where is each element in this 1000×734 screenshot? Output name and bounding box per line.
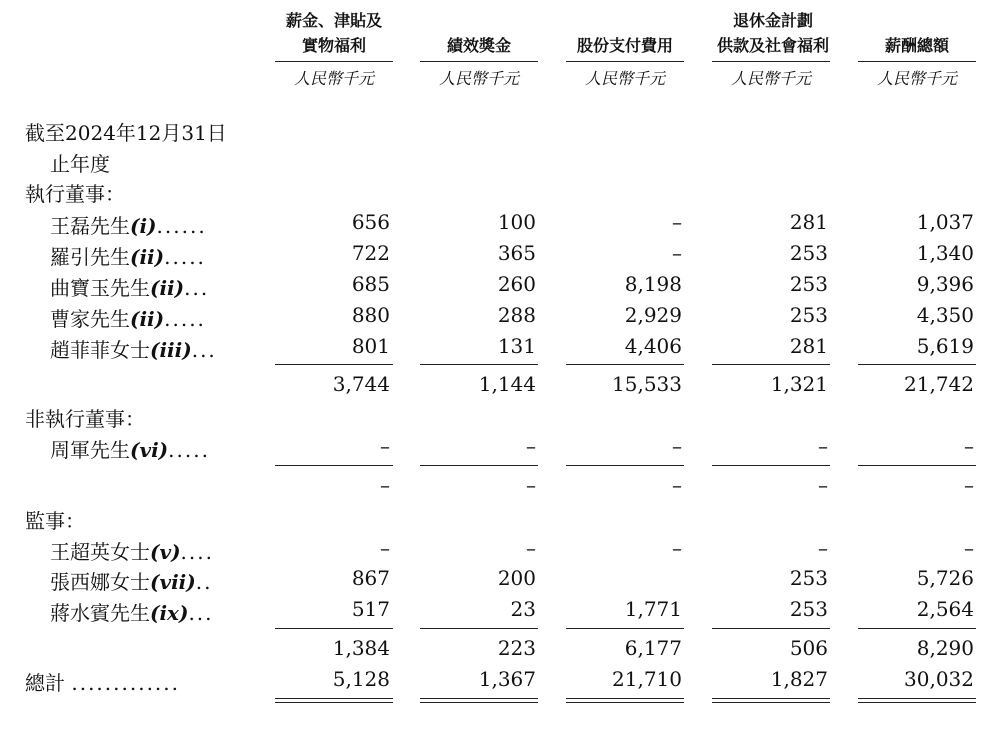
value-total: 1,340 xyxy=(916,241,974,265)
supervisor-name-cell xyxy=(50,566,212,595)
subtotal-rule xyxy=(858,364,976,365)
value-share: – xyxy=(672,241,682,265)
supervisor-name: 張西娜女士 xyxy=(50,570,150,594)
value-salary: 867 xyxy=(351,566,390,590)
leader-dots: ..... xyxy=(168,438,210,462)
grand-total-row xyxy=(0,667,1000,697)
col-header-share xyxy=(566,33,684,58)
value-salary: 685 xyxy=(351,272,390,296)
value-salary: 722 xyxy=(351,241,390,265)
header-rule xyxy=(858,61,976,62)
value-bonus: 288 xyxy=(497,303,536,327)
grand-total-double-rule xyxy=(858,698,976,703)
subtotal-rule xyxy=(712,628,830,629)
value-pension: – xyxy=(818,536,828,560)
grand-total-double-rule xyxy=(275,698,393,703)
grand-total-share: 21,710 xyxy=(612,667,682,691)
supervisor-name: 蔣水賓先生 xyxy=(50,601,150,625)
col-header-bonus xyxy=(420,33,538,58)
leader-dots: ...... xyxy=(156,214,207,238)
note-ref: (ii) xyxy=(150,276,185,300)
value-total: 2,564 xyxy=(916,597,974,621)
note-ref: (ii) xyxy=(130,245,165,269)
director-name-cell xyxy=(50,210,207,239)
value-bonus: – xyxy=(526,536,536,560)
header-rule xyxy=(420,61,538,62)
table-row xyxy=(0,566,1000,596)
col-header-salary xyxy=(275,8,393,58)
header-rule xyxy=(275,61,393,62)
subtotal-rule xyxy=(858,465,976,466)
subtotal-share: 15,533 xyxy=(612,372,682,396)
col-header-salary-line1: 薪金、津貼及 xyxy=(285,11,382,30)
unit-label: 人民幣千元 xyxy=(730,69,811,88)
subtotal-rule xyxy=(712,364,830,365)
value-pension: 253 xyxy=(789,272,828,296)
col-header-total-line1: 薪酬總額 xyxy=(884,36,949,55)
director-name-cell xyxy=(50,303,206,332)
value-total: – xyxy=(964,434,974,458)
subtotal-row xyxy=(0,636,1000,666)
leader-dots: ..... xyxy=(164,245,206,269)
grand-total-pension: 1,827 xyxy=(770,667,828,691)
leader-dots: .... xyxy=(180,540,214,564)
table-row xyxy=(0,434,1000,464)
value-total: 9,396 xyxy=(916,272,974,296)
subtotal-rule xyxy=(858,628,976,629)
value-bonus: – xyxy=(526,434,536,458)
value-share: – xyxy=(672,434,682,458)
director-name-cell xyxy=(50,434,210,463)
subtotal-rule xyxy=(566,465,684,466)
table-row xyxy=(0,272,1000,302)
subtotal-salary: 1,384 xyxy=(332,636,390,660)
header-rule xyxy=(566,61,684,62)
value-total: 4,350 xyxy=(916,303,974,327)
leader-dots: ............. xyxy=(71,671,181,695)
subtotal-pension: 1,321 xyxy=(770,372,828,396)
note-ref: (v) xyxy=(150,540,181,564)
subtotal-rule xyxy=(275,364,393,365)
value-share: 4,406 xyxy=(624,334,682,358)
note-ref: (ii) xyxy=(130,307,165,331)
note-ref: (iii) xyxy=(150,338,192,362)
leader-dots: .. xyxy=(195,570,213,594)
value-share: – xyxy=(672,210,682,234)
subtotal-row xyxy=(0,473,1000,503)
leader-dots: ... xyxy=(184,276,210,300)
value-salary: – xyxy=(380,536,390,560)
table-row xyxy=(0,303,1000,333)
subtotal-rule xyxy=(420,364,538,365)
table-row xyxy=(0,241,1000,271)
value-salary: – xyxy=(380,434,390,458)
col-header-total xyxy=(858,33,976,58)
supervisor-name: 王超英女士 xyxy=(50,540,150,564)
section-title-non-executive: 非執行董事： xyxy=(25,407,145,431)
value-share: – xyxy=(672,536,682,560)
value-bonus: 131 xyxy=(497,334,536,358)
director-name: 羅引先生 xyxy=(50,245,130,269)
value-share: 2,929 xyxy=(624,303,682,327)
value-salary: 517 xyxy=(351,597,390,621)
section-title-supervisors: 監事： xyxy=(25,509,85,533)
subtotal-salary: 3,744 xyxy=(332,372,390,396)
value-total: – xyxy=(964,536,974,560)
value-salary: 880 xyxy=(351,303,390,327)
value-pension: 253 xyxy=(789,566,828,590)
value-total: 5,726 xyxy=(916,566,974,590)
grand-total-total: 30,032 xyxy=(904,667,974,691)
value-pension: 253 xyxy=(789,303,828,327)
subtotal-bonus: 1,144 xyxy=(478,372,536,396)
note-ref: (vii) xyxy=(150,570,196,594)
section-title-executive: 執行董事： xyxy=(25,182,125,206)
grand-total-double-rule xyxy=(420,698,538,703)
value-share: 8,198 xyxy=(624,272,682,296)
leader-dots: ..... xyxy=(164,307,206,331)
director-name: 周軍先生 xyxy=(50,438,130,462)
value-bonus: 260 xyxy=(497,272,536,296)
table-row xyxy=(0,597,1000,627)
subtotal-rule xyxy=(275,465,393,466)
director-name: 趙菲菲女士 xyxy=(50,338,150,362)
note-ref: (i) xyxy=(130,214,157,238)
subtotal-rule xyxy=(566,364,684,365)
subtotal-salary: – xyxy=(380,473,390,497)
subtotal-total: 21,742 xyxy=(904,372,974,396)
unit-label: 人民幣千元 xyxy=(876,69,957,88)
subtotal-share: 6,177 xyxy=(624,636,682,660)
table-row xyxy=(0,334,1000,364)
subtotal-rule xyxy=(712,465,830,466)
value-total: 5,619 xyxy=(916,334,974,358)
value-pension: 281 xyxy=(789,334,828,358)
grand-total-label: 總計 xyxy=(25,671,65,695)
subtotal-bonus: 223 xyxy=(497,636,536,660)
director-name-cell xyxy=(50,272,209,301)
director-name-cell xyxy=(50,334,217,363)
grand-total-double-rule xyxy=(712,698,830,703)
director-name: 曹家先生 xyxy=(50,307,130,331)
table-row xyxy=(0,210,1000,240)
subtotal-row xyxy=(0,372,1000,402)
subtotal-rule xyxy=(275,628,393,629)
col-header-bonus-line1: 績效獎金 xyxy=(446,36,511,55)
director-name: 王磊先生 xyxy=(50,214,130,238)
subtotal-rule xyxy=(566,628,684,629)
grand-total-label-cell xyxy=(25,667,180,696)
note-ref: (ix) xyxy=(150,601,189,625)
value-share: 1,771 xyxy=(624,597,682,621)
header-rule xyxy=(712,61,830,62)
value-bonus: 100 xyxy=(497,210,536,234)
value-total: 1,037 xyxy=(916,210,974,234)
col-header-salary-line2: 實物福利 xyxy=(301,36,366,55)
value-salary: 656 xyxy=(351,210,390,234)
subtotal-bonus: – xyxy=(526,473,536,497)
value-bonus: 200 xyxy=(497,566,536,590)
leader-dots: ... xyxy=(191,338,217,362)
col-header-pension xyxy=(703,8,843,58)
period-label: 截至2024年12月31日 xyxy=(25,121,227,145)
col-header-pension-line2: 供款及社會福利 xyxy=(716,36,829,55)
value-bonus: 23 xyxy=(510,597,536,621)
note-ref: (vi) xyxy=(130,438,169,462)
subtotal-total: 8,290 xyxy=(916,636,974,660)
subtotal-pension: – xyxy=(818,473,828,497)
value-salary: 801 xyxy=(351,334,390,358)
subtotal-pension: 506 xyxy=(789,636,828,660)
grand-total-double-rule xyxy=(566,698,684,703)
value-bonus: 365 xyxy=(497,241,536,265)
grand-total-bonus: 1,367 xyxy=(478,667,536,691)
subtotal-total: – xyxy=(964,473,974,497)
subtotal-rule xyxy=(420,628,538,629)
leader-dots: ... xyxy=(188,601,214,625)
unit-label: 人民幣千元 xyxy=(293,69,374,88)
supervisor-name-cell xyxy=(50,536,214,565)
col-header-share-line1: 股份支付費用 xyxy=(576,36,673,55)
grand-total-salary: 5,128 xyxy=(332,667,390,691)
value-pension: – xyxy=(818,434,828,458)
period-label-sub: 止年度 xyxy=(50,152,110,176)
value-pension: 281 xyxy=(789,210,828,234)
subtotal-share: – xyxy=(672,473,682,497)
col-header-pension-line1: 退休金計劃 xyxy=(732,11,813,30)
value-pension: 253 xyxy=(789,241,828,265)
unit-label: 人民幣千元 xyxy=(584,69,665,88)
unit-label: 人民幣千元 xyxy=(438,69,519,88)
supervisor-name-cell xyxy=(50,597,214,626)
subtotal-rule xyxy=(420,465,538,466)
director-name-cell xyxy=(50,241,206,270)
director-name: 曲寶玉先生 xyxy=(50,276,150,300)
table-row xyxy=(0,536,1000,566)
value-pension: 253 xyxy=(789,597,828,621)
